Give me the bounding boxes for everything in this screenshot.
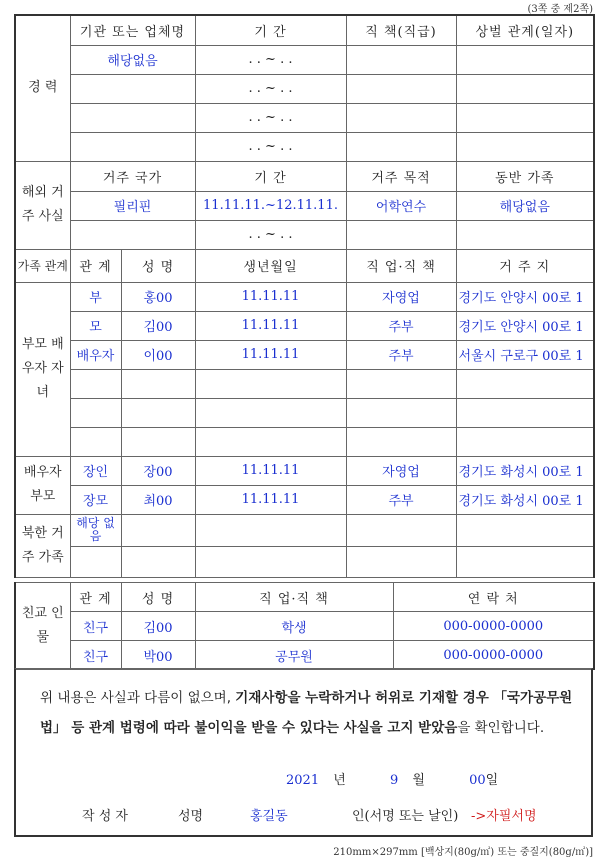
family-name (121, 398, 195, 427)
family-birth: 11.11.11 (195, 456, 346, 485)
family-addr (456, 369, 594, 398)
family-name (121, 427, 195, 456)
overseas-header-period: 기 간 (195, 161, 346, 191)
friends-header-name: 성 명 (121, 583, 195, 612)
family-job (346, 514, 456, 546)
friends-header-rel: 관 계 (70, 583, 121, 612)
family-job (346, 398, 456, 427)
family-header-birth: 생년월일 (195, 249, 346, 282)
career-org (70, 103, 195, 132)
family-name: 이00 (121, 340, 195, 369)
friend-job: 공무원 (195, 641, 393, 670)
family-rel: 장모 (70, 485, 121, 514)
seal-label: 인(서명 또는 날인) (352, 809, 459, 824)
declaration-prefix: 위 내용은 사실과 다름이 없으며, (40, 690, 236, 706)
career-position (346, 74, 456, 103)
family-name: 홍00 (121, 282, 195, 311)
family-birth (195, 369, 346, 398)
family-name (121, 546, 195, 577)
overseas-period: . . ~ . . (195, 220, 346, 249)
career-position (346, 132, 456, 161)
name-label: 성명 (178, 809, 204, 824)
family-birth (195, 427, 346, 456)
family-addr (456, 514, 594, 546)
family-addr: 경기도 안양시 00로 1 (456, 282, 594, 311)
date-day: 00 (469, 773, 486, 788)
family-birth: 11.11.11 (195, 282, 346, 311)
friend-contact: 000-0000-0000 (393, 612, 594, 641)
overseas-purpose (346, 220, 456, 249)
declaration-text (40, 683, 580, 743)
career-org (70, 132, 195, 161)
family-rel: 모 (70, 311, 121, 340)
date-month-unit: 월 (412, 773, 425, 788)
family-job: 주부 (346, 485, 456, 514)
career-award (456, 103, 594, 132)
career-award (456, 74, 594, 103)
family-name (121, 369, 195, 398)
signature-date (286, 769, 498, 788)
family-birth: 11.11.11 (195, 340, 346, 369)
family-name: 장00 (121, 456, 195, 485)
family-label: 가족 관계 (15, 249, 70, 282)
friend-job: 학생 (195, 612, 393, 641)
family-addr: 경기도 안양시 00로 1 (456, 311, 594, 340)
family-rel: 해당 없음 (70, 514, 121, 546)
date-year: 2021 (286, 773, 320, 788)
career-header-award: 상벌 관계(일자) (456, 15, 594, 45)
family-birth (195, 398, 346, 427)
family-name: 최00 (121, 485, 195, 514)
career-period: . . ~ . . (195, 74, 346, 103)
declaration-box (14, 668, 593, 837)
family-birth: 11.11.11 (195, 311, 346, 340)
career-period: . . ~ . . (195, 132, 346, 161)
career-label: 경 력 (15, 15, 70, 161)
friend-rel: 친구 (70, 612, 121, 641)
family-group-label: 북한 거주 가족 (15, 514, 70, 577)
family-job: 주부 (346, 340, 456, 369)
family-job (346, 546, 456, 577)
overseas-header-family: 동반 가족 (456, 161, 594, 191)
family-addr (456, 427, 594, 456)
date-month: 9 (389, 773, 399, 788)
family-job (346, 427, 456, 456)
friend-rel: 친구 (70, 641, 121, 670)
family-header-name: 성 명 (121, 249, 195, 282)
date-day-unit: 일 (485, 773, 499, 788)
career-header-org: 기관 또는 업체명 (70, 15, 195, 45)
family-rel (70, 369, 121, 398)
career-period: . . ~ . . (195, 103, 346, 132)
family-rel: 장인 (70, 456, 121, 485)
family-group-label: 부모 배우자 자녀 (15, 282, 70, 456)
overseas-family: 해당없음 (456, 191, 594, 220)
family-birth (195, 514, 346, 546)
overseas-period: 11.11.11.~12.11.11. (195, 191, 346, 220)
family-addr: 경기도 화성시 00로 1 (456, 485, 594, 514)
overseas-header-purpose: 거주 목적 (346, 161, 456, 191)
career-position (346, 103, 456, 132)
family-job: 자영업 (346, 456, 456, 485)
writer-name: 홍길동 (250, 809, 288, 824)
friends-header-job: 직 업·직 책 (195, 583, 393, 612)
declaration-suffix: 을 확인합니다. (457, 720, 545, 736)
paper-size-note: 210mm×297mm [백상지(80g/㎡) 또는 중질지(80g/㎡)] (333, 847, 593, 858)
career-header-period: 기 간 (195, 15, 346, 45)
personal-record-table (14, 14, 595, 578)
family-addr (456, 398, 594, 427)
family-addr (456, 546, 594, 577)
family-birth (195, 546, 346, 577)
declaration-bold: 기재사항을 누락하거나 허위로 기재할 경우 「국가공무원법」 등 관계 법령에 따라 불이익을 받을 수 있다는 사실을 고지 받았음 (40, 690, 573, 736)
family-rel (70, 398, 121, 427)
page-number: (3쪽 중 제2쪽) (527, 4, 593, 15)
family-birth: 11.11.11 (195, 485, 346, 514)
overseas-label: 해외 거주 사실 (15, 161, 70, 249)
family-name (121, 514, 195, 546)
friend-name: 김00 (121, 612, 195, 641)
career-period: . . ~ . . (195, 45, 346, 74)
career-org: 해당없음 (70, 45, 195, 74)
friend-contact: 000-0000-0000 (393, 641, 594, 670)
career-position (346, 45, 456, 74)
family-addr: 경기도 화성시 00로 1 (456, 456, 594, 485)
career-header-position: 직 책(직급) (346, 15, 456, 45)
family-rel: 배우자 (70, 340, 121, 369)
family-rel (70, 546, 121, 577)
overseas-family (456, 220, 594, 249)
family-name: 김00 (121, 311, 195, 340)
friends-table (14, 582, 595, 670)
family-header-rel: 관 계 (70, 249, 121, 282)
family-rel (70, 427, 121, 456)
friend-name: 박00 (121, 641, 195, 670)
family-addr: 서울시 구로구 00로 1 (456, 340, 594, 369)
family-job: 자영업 (346, 282, 456, 311)
career-org (70, 74, 195, 103)
signature-note: ->자필서명 (471, 809, 537, 824)
friends-header-contact: 연 락 처 (393, 583, 594, 612)
overseas-country: 필리핀 (70, 191, 195, 220)
family-rel: 부 (70, 282, 121, 311)
family-header-job: 직 업·직 책 (346, 249, 456, 282)
overseas-header-country: 거주 국가 (70, 161, 195, 191)
family-group-label: 배우자 부모 (15, 456, 70, 514)
family-header-addr: 거 주 지 (456, 249, 594, 282)
career-award (456, 45, 594, 74)
friends-label: 친교 인물 (15, 583, 70, 670)
family-job: 주부 (346, 311, 456, 340)
writer-label: 작 성 자 (82, 809, 128, 824)
overseas-country (70, 220, 195, 249)
overseas-purpose: 어학연수 (346, 191, 456, 220)
career-award (456, 132, 594, 161)
family-job (346, 369, 456, 398)
date-year-unit: 년 (333, 773, 346, 788)
